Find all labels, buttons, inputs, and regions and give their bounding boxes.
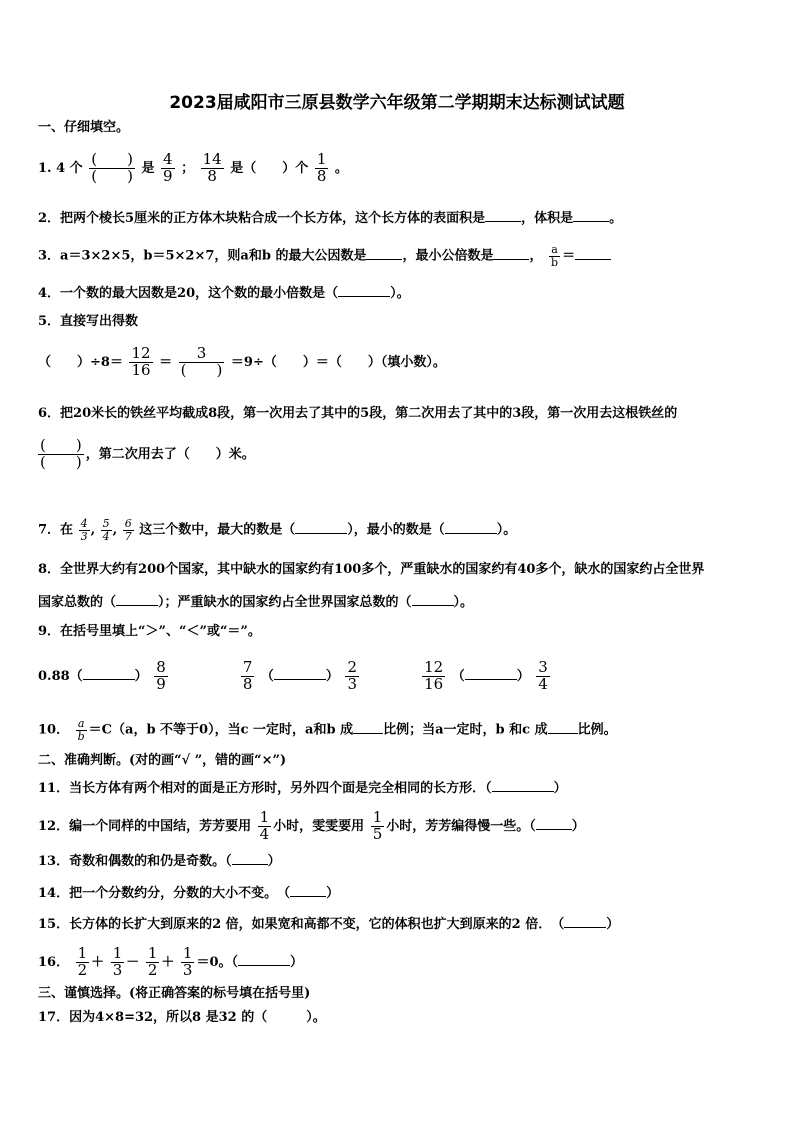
fraction: $\frac{1}{5}$ (372, 808, 383, 843)
page-title: 2023届咸阳市三原县数学六年级第二学期期末达标测试试题 (169, 93, 625, 113)
section-3-heading: 三、谨慎选择。(将正确答案的标号填在括号里) (38, 986, 311, 1001)
answer-blank[interactable] (465, 665, 517, 680)
answer-blank[interactable] (116, 591, 158, 606)
question-17: 17．因为4×8=32，所以8 是32 的（ ）。 (38, 1010, 326, 1025)
fraction: $\frac{1}{3}$ (182, 944, 193, 979)
question-7: 7．在 $\frac{4}{3}$ , $\frac{5}{4}$ , $\frac{6}{7}$ 这三个数中，最大的数是（ ），最小的数是（ ）。 (38, 517, 517, 543)
fraction: $\frac{12}{16}$ (424, 658, 444, 693)
question-9-comparisons: 0.88（ ） $\frac{8}{9}$ $\frac{7}{8}$ （ ） $\frac{2}{3}$ $\frac{12}{16}$ （ ） $\frac{3}{4}$ (38, 658, 548, 693)
question-3: 3．a＝3×2×5，b＝5×2×7，则a和b 的最大公因数是 ，最小公倍数是 ， $\frac{a}{b}$ ＝ (38, 244, 611, 268)
fraction: $\frac{1}{2}$ (147, 944, 158, 979)
question-11: 11．当长方体有两个相对的面是正方形时，另外四个面是完全相同的长方形．（ ） (38, 777, 567, 799)
question-14: 14．把一个分数约分，分数的大小不变。 （ ） (38, 882, 339, 904)
fraction: $\frac{4}{9}$ (163, 150, 173, 185)
answer-blank[interactable] (493, 245, 529, 260)
answer-blank[interactable] (290, 882, 326, 897)
answer-blank[interactable] (575, 245, 611, 260)
question-6: 6．把20米长的铁丝平均截成8段，第一次用去了其中的5段，第二次用去了其中的3段，第一次用去这根铁丝的 (38, 406, 678, 421)
fraction: $\frac{2}{3}$ (347, 658, 358, 693)
answer-blank[interactable] (564, 913, 606, 928)
question-15: 15．长方体的长扩大到原来的2 倍，如果宽和高都不变，它的体积也扩大到原来的2 倍． （ ） (38, 913, 619, 935)
answer-blank[interactable] (238, 951, 290, 966)
question-8-continued: 国家总数的（ ）；严重缺水的国家约占全世界国家总数的（ ）。 (38, 591, 473, 613)
answer-blank[interactable] (366, 245, 402, 260)
answer-blank[interactable] (83, 665, 135, 680)
question-13: 13．奇数和偶数的和仍是奇数。（ ） (38, 850, 281, 872)
text: 是 (141, 160, 155, 176)
text: 是（ ）个 (230, 160, 309, 176)
section-1-heading: 一、仔细填空。 (38, 120, 130, 135)
answer-blank[interactable] (536, 815, 572, 830)
answer-blank[interactable] (338, 282, 390, 297)
question-5: 5．直接写出得数 (38, 314, 139, 329)
question-6-continued: ( ) ( ) ，第二次用去了（ ）米。 (40, 436, 255, 471)
fraction: $\frac{1}{4}$ (259, 808, 270, 843)
answer-blank[interactable] (353, 719, 383, 734)
fraction: $\frac{1}{8}$ (316, 150, 327, 185)
fraction-blank: ( ) ( ) (40, 436, 82, 471)
fraction-blank: 3 ( ) (180, 344, 223, 379)
answer-blank[interactable] (445, 519, 497, 534)
question-2: 2．把两个棱长5厘米的正方体木块粘合成一个长方体，这个长方体的表面积是 ，体积是 。 (38, 207, 622, 229)
question-number: 1. (38, 160, 52, 176)
fraction: $\frac{3}{4}$ (538, 658, 548, 693)
fraction-blank: ( ) ( ) (91, 150, 133, 185)
fraction: $\frac{4}{3}$ (80, 517, 88, 543)
answer-blank[interactable] (485, 207, 521, 222)
answer-blank[interactable] (573, 207, 609, 222)
question-4: 4．一个数的最大因数是20，这个数的最小倍数是（ ）。 (38, 282, 410, 304)
section-2-heading: 二、准确判断。(对的画“√ ”，错的画“×”) (38, 753, 287, 768)
fraction: $\frac{1}{2}$ (77, 944, 88, 979)
fraction: $\frac{8}{9}$ (156, 658, 166, 693)
question-1 (38, 152, 348, 185)
question-12: 12．编一个同样的中国结，芳芳要用 $\frac{1}{4}$ 小时，雯雯要用 $\frac{1}{5}$ 小时，芳芳编得慢一些。（ ） (38, 808, 585, 843)
answer-blank[interactable] (295, 519, 347, 534)
fraction: $\frac{a}{b}$ (551, 243, 559, 269)
answer-blank[interactable] (412, 591, 454, 606)
answer-blank[interactable] (274, 665, 326, 680)
answer-blank[interactable] (492, 777, 554, 792)
fraction: $\frac{12}{16}$ (131, 344, 151, 379)
fraction: $\frac{6}{7}$ (124, 517, 132, 543)
question-5-equation: （ ）÷8＝ $\frac{12}{16}$ ＝ 3 ( ) ＝9÷（ ）＝（ ）（填小数）。 (38, 344, 446, 379)
fraction: $\frac{5}{4}$ (102, 517, 110, 543)
question-9: 9．在括号里填上“＞”、“＜”或“＝”。 (38, 624, 261, 639)
text: 4 个 (56, 160, 83, 176)
text: 。 (334, 160, 348, 176)
question-16: 16． $\frac{1}{2}$ ＋ $\frac{1}{3}$ － $\frac{1}{2}$ ＋ $\frac{1}{3}$ ＝0。（ ） (38, 944, 304, 979)
fraction: $\frac{7}{8}$ (242, 658, 253, 693)
answer-blank[interactable] (232, 850, 268, 865)
question-10: 10． $\frac{a}{b}$ ＝C（a，b 不等于0），当c 一定时，a和b 成 比例；当a一定时，b 和c 成 比例。 (38, 717, 617, 743)
text: ； (181, 160, 195, 176)
fraction: $\frac{a}{b}$ (77, 717, 85, 743)
question-8: 8．全世界大约有200个国家，其中缺水的国家约有100多个，严重缺水的国家约有40多个，缺水的国家约占全世界 (38, 562, 705, 577)
fraction: $\frac{1}{3}$ (112, 944, 123, 979)
fraction: $\frac{14}{8}$ (202, 150, 222, 185)
answer-blank[interactable] (548, 719, 578, 734)
